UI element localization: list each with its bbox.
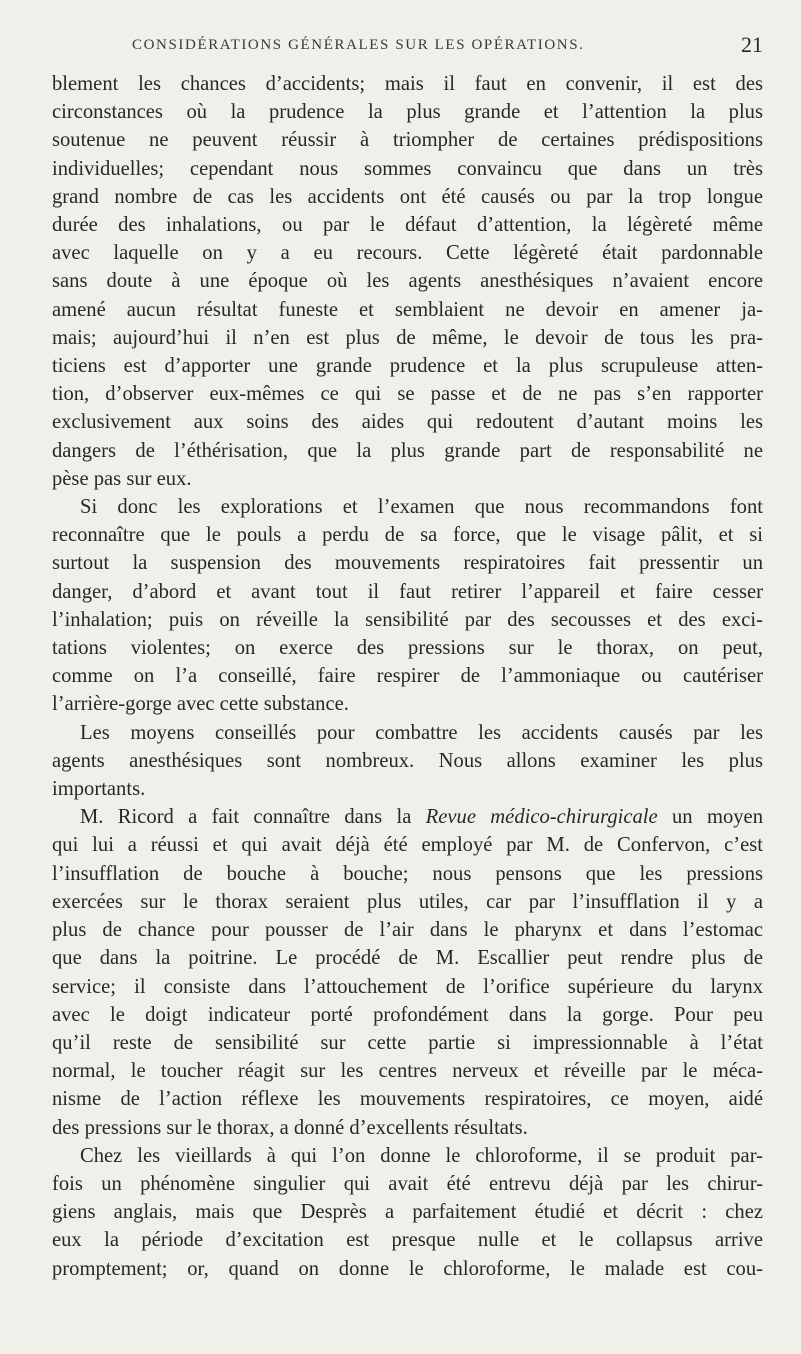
text-line: avec laquelle on y a eu recours. Cette légèreté était pardonnable bbox=[52, 242, 763, 265]
text-line: tion, d’observer eux-mêmes ce qui se passe et de ne pas s’en rapporter bbox=[52, 383, 763, 406]
text-line: surtout la suspension des mouvements respiratoires fait pressentir un bbox=[52, 552, 763, 575]
text-line: exercées sur le thorax seraient plus utiles, car par l’insufflation il y a bbox=[52, 890, 763, 913]
text-line: nisme de l’action réflexe les mouvements respiratoires, ce moyen, aidé bbox=[52, 1088, 763, 1111]
body-text bbox=[52, 70, 763, 1283]
text-line: exclusivement aux soins des aides qui redoutent d’autant moins les bbox=[52, 411, 763, 434]
text-line: des pressions sur le thorax, a donné d’excellents résultats. bbox=[52, 1116, 528, 1139]
text-line: circonstances où la prudence la plus grande et l’attention la plus bbox=[52, 101, 763, 124]
text-line: qui lui a réussi et qui avait déjà été employé par M. de Confervon, c’est bbox=[52, 834, 763, 857]
text-line: fois un phénomène singulier qui avait été entrevu déjà par les chirur- bbox=[52, 1172, 763, 1195]
text-line: Si donc les explorations et l’examen que nous recommandons font bbox=[80, 496, 763, 519]
text-segment: un moyen bbox=[657, 806, 763, 829]
text-line: durée des inhalations, ou par le défaut d’attention, la légèreté même bbox=[52, 214, 763, 237]
text-line: grand nombre de cas les accidents ont été causés ou par la trop longue bbox=[52, 185, 763, 208]
text-line: normal, le toucher réagit sur les centres nerveux et réveille par le méca- bbox=[52, 1060, 763, 1083]
text-line: individuelles; cependant nous sommes convaincu que dans un très bbox=[52, 157, 763, 180]
text-segment: M. Ricord a fait connaître dans la bbox=[80, 806, 426, 829]
text-line: Les moyens conseillés pour combattre les accidents causés par les bbox=[80, 721, 763, 744]
text-line: avec le doigt indicateur porté profondément dans la gorge. Pour peu bbox=[52, 1003, 763, 1026]
text-line: que dans la poitrine. Le procédé de M. Escallier peut rendre plus de bbox=[52, 947, 763, 970]
text-line: l’insufflation de bouche à bouche; nous pensons que les pressions bbox=[52, 862, 763, 885]
text-line: blement les chances d’accidents; mais il faut en convenir, il est des bbox=[52, 73, 763, 95]
text-line: danger, d’abord et avant tout il faut retirer l’appareil et faire cesser bbox=[52, 580, 763, 603]
text-line: ticiens est d’apporter une grande prudence et la plus scrupuleuse atten- bbox=[52, 355, 763, 378]
text-line: mais; aujourd’hui il n’en est plus de même, le devoir de tous les pra- bbox=[52, 326, 763, 349]
text-line: sans doute à une époque où les agents anesthésiques n’avaient encore bbox=[52, 270, 763, 293]
text-line: importants. bbox=[52, 778, 146, 801]
text-line: giens anglais, mais que Desprès a parfaitement étudié et décrit : chez bbox=[52, 1201, 763, 1224]
page-number: 21 bbox=[741, 32, 763, 57]
text-line: agents anesthésiques sont nombreux. Nous allons examiner les plus bbox=[52, 749, 763, 772]
journal-title: Revue médico-chirurgicale bbox=[425, 806, 658, 829]
text-line: dangers de l’éthérisation, que la plus grande part de responsabilité ne bbox=[52, 439, 763, 462]
text-line: soutenue ne peuvent réussir à triompher de certaines prédispositions bbox=[52, 129, 763, 152]
text-line: tations violentes; on exerce des pressions sur le thorax, on peut, bbox=[52, 637, 763, 660]
text-line: qu’il reste de sensibilité sur cette partie si impressionnable à l’état bbox=[52, 1031, 763, 1054]
text-line: service; il consiste dans l’attouchement de l’orifice supérieure du larynx bbox=[52, 975, 763, 998]
text-line: Chez les vieillards à qui l’on donne le chloroforme, il se produit par- bbox=[80, 1144, 763, 1167]
page-header bbox=[52, 32, 763, 61]
running-head: CONSIDÉRATIONS GÉNÉRALES SUR LES OPÉRATIONS. bbox=[132, 37, 585, 53]
text-line: promptement; or, quand on donne le chloroforme, le malade est cou- bbox=[52, 1257, 763, 1280]
text-line: plus de chance pour pousser de l’air dans le pharynx et dans l’estomac bbox=[52, 919, 763, 942]
text-line bbox=[52, 803, 763, 831]
text-line: amené aucun résultat funeste et semblaient ne devoir en amener ja- bbox=[52, 298, 763, 321]
text-line: eux la période d’excitation est presque nulle et le collapsus arrive bbox=[52, 1229, 763, 1252]
text-line: l’arrière-gorge avec cette substance. bbox=[52, 693, 349, 716]
text-line: l’inhalation; puis on réveille la sensibilité par des secousses et des exci- bbox=[52, 608, 763, 631]
text-line: reconnaître que le pouls a perdu de sa force, que le visage pâlit, et si bbox=[52, 524, 763, 547]
text-line: comme on l’a conseillé, faire respirer de l’ammoniaque ou cautériser bbox=[52, 665, 763, 688]
text-line: pèse pas sur eux. bbox=[52, 467, 192, 490]
